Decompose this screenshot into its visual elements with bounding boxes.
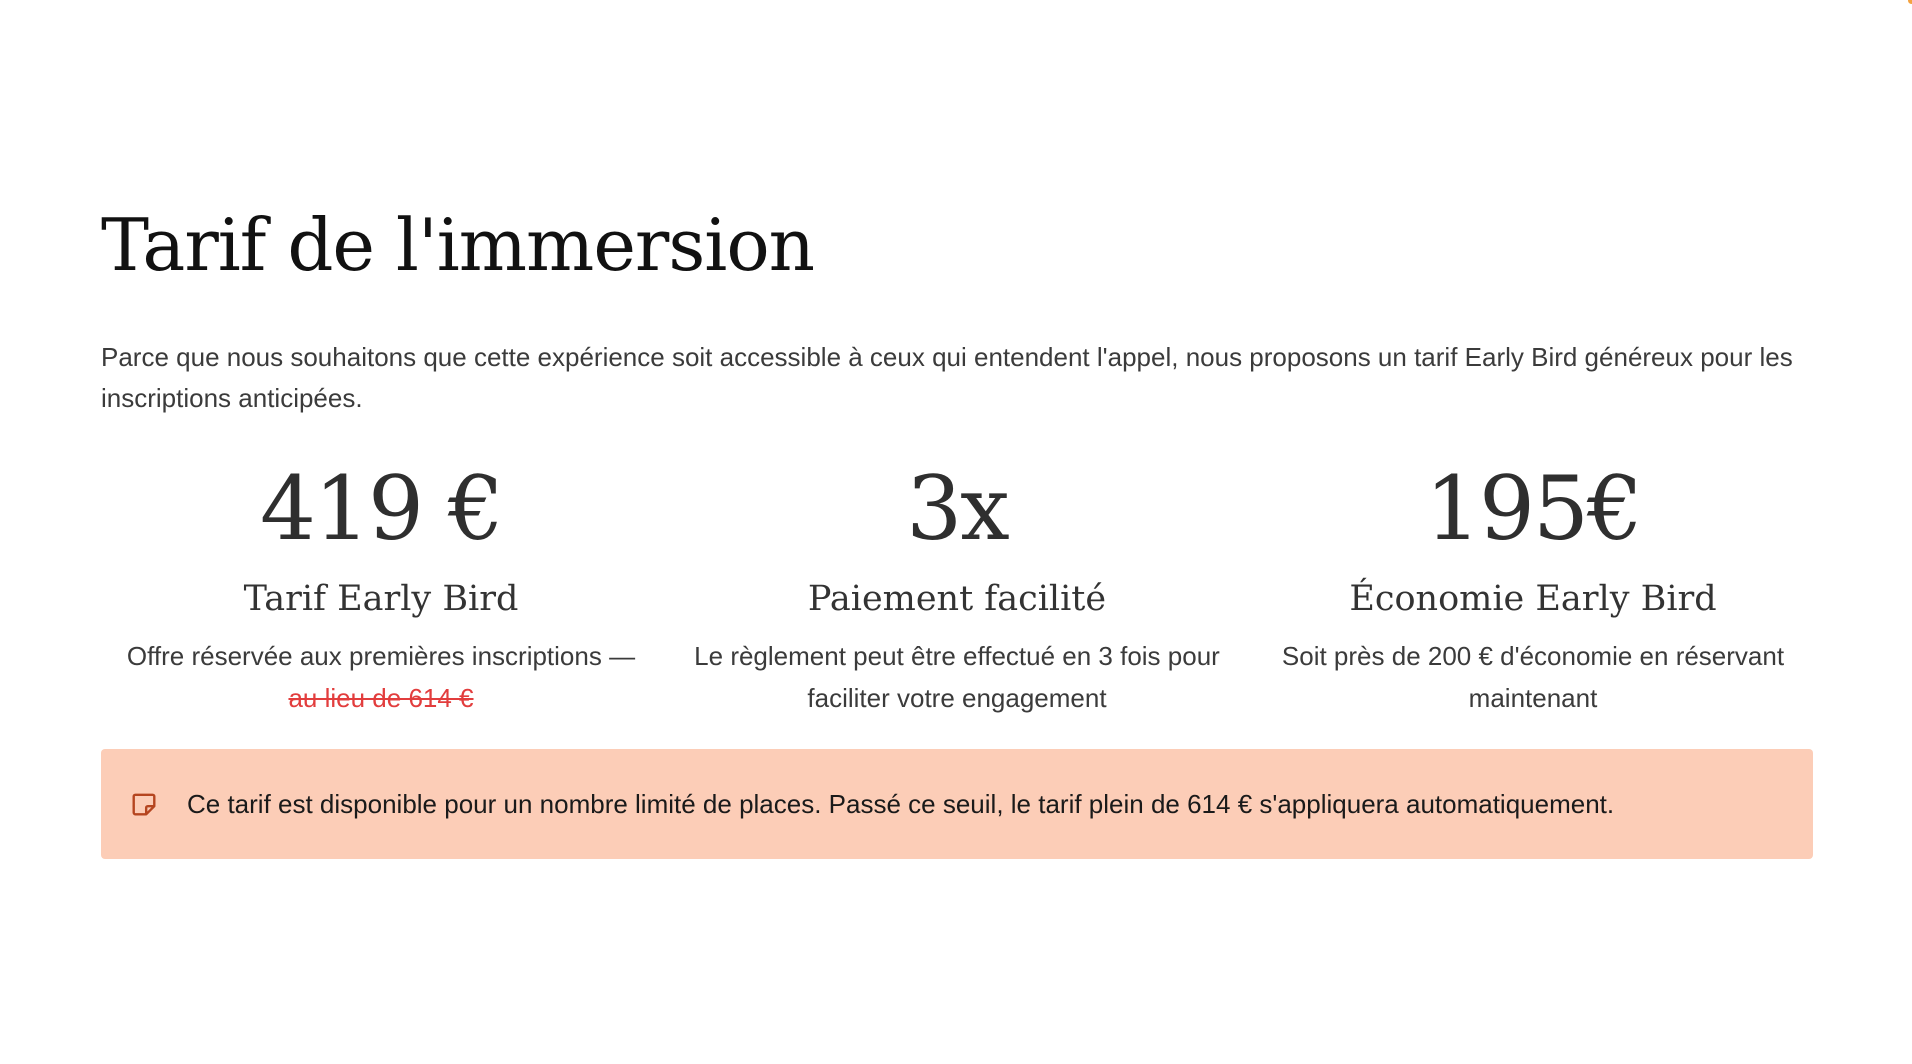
limited-places-notice (101, 749, 1813, 859)
pricing-section (101, 195, 1813, 859)
stat-label: Économie Early Bird (1349, 579, 1717, 619)
sticky-note-icon (131, 791, 157, 817)
stat-label: Paiement facilité (807, 579, 1107, 619)
stat-label: Tarif Early Bird (243, 579, 519, 619)
pricing-stats (101, 457, 1813, 719)
stat-payment-installments (677, 457, 1237, 719)
stat-value: 3x (906, 457, 1008, 560)
stat-description-text: Offre réservée aux premières inscriptions — (126, 641, 636, 671)
stat-description: Soit près de 200 € d'économie en réservant maintenant (1281, 641, 1785, 713)
stat-early-bird-price (101, 457, 661, 719)
original-price-strikethrough: au lieu de 614 € (288, 683, 474, 713)
corner-indicator-dot (1908, 0, 1912, 4)
stat-description: Le règlement peut être effectué en 3 fois pour faciliter votre engagement (694, 641, 1220, 713)
stat-value: 195€ (1425, 457, 1641, 560)
intro-paragraph: Parce que nous souhaitons que cette expérience soit accessible à ceux qui entendent l'appel, nous proposons un tarif Early Bird généreux pour les inscriptions anticipées. (101, 342, 1793, 413)
stat-value: 419 € (260, 457, 502, 560)
stat-description (101, 635, 661, 719)
page-title: Tarif de l'immersion (101, 203, 815, 287)
stat-early-bird-savings (1253, 457, 1813, 719)
notice-text: Ce tarif est disponible pour un nombre limité de places. Passé ce seuil, le tarif plein de 614 € s'appliquera automatiquement. (187, 789, 1615, 819)
